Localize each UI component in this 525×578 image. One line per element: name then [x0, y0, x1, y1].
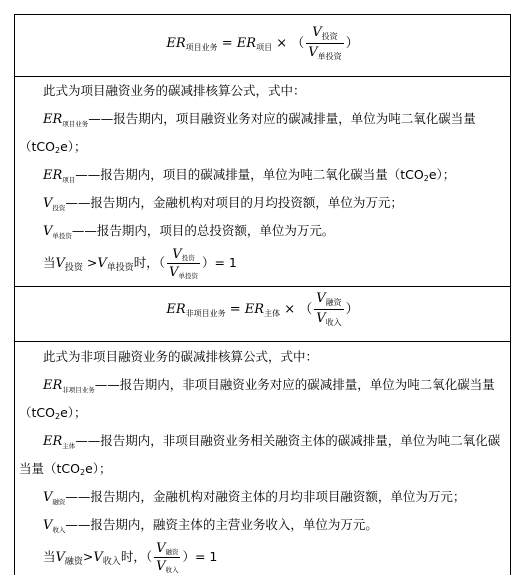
cond-text: 当: [43, 549, 56, 564]
def-text: ——报告期内，项目的总投资额，单位为万元。: [71, 223, 335, 238]
definition-line: [43, 165, 455, 184]
cond-var: V: [93, 550, 103, 565]
cond-subscript: 单投资: [178, 272, 198, 280]
def-text: ——报告期内，项目的碳减排量，单位为吨二氧化碳当量（tCO: [75, 167, 424, 182]
definition-line-cont: [19, 137, 87, 155]
def-text: ——报告期内，非项目融资业务相关融资主体的碳减排量，单位为吨二氧化碳: [75, 433, 501, 448]
def-subscript: 项目: [62, 176, 76, 184]
def-subscript: 项目业务: [62, 120, 89, 128]
def-text: ——报告期内，融资主体的主营业务收入，单位为万元。: [65, 517, 378, 532]
formula-fraction: [306, 25, 343, 62]
def-var: V: [43, 224, 53, 239]
def-subscript: 收入: [52, 526, 66, 534]
def-var: V: [43, 196, 53, 211]
cond-text: 时，（: [120, 549, 153, 564]
formula-operator: =: [217, 36, 237, 51]
section-intro: 此式为非项目融资业务的碳减排核算公式，式中：: [43, 349, 319, 364]
formula-subscript: 融资: [325, 298, 342, 307]
cond-fraction: [167, 247, 200, 280]
def-text: 当量（tCO: [19, 461, 80, 476]
cond-var: V: [156, 541, 166, 556]
formula-var: ER: [166, 36, 186, 51]
cond-text: 当: [43, 255, 56, 270]
formula-subscript: 投资: [321, 32, 338, 41]
formula-var: ER: [236, 36, 257, 51]
cond-var: V: [156, 559, 166, 574]
formula-var: ER: [244, 302, 265, 317]
formula-operator: ）: [345, 302, 359, 317]
def-var: ER: [43, 434, 63, 449]
condition-line: [43, 247, 237, 280]
definition-line: [43, 487, 465, 506]
formula-table: [14, 14, 511, 575]
def-var: V: [43, 518, 53, 533]
formula-operator: ）: [345, 36, 359, 51]
def-subscript: 单投资: [52, 232, 72, 240]
formula-subscript: 单投资: [317, 52, 342, 61]
cond-var: V: [97, 256, 107, 271]
def-text: ——报告期内，金融机构对融资主体的月均非项目融资额，单位为万元；: [65, 489, 466, 504]
formula-subscript: 主体: [264, 309, 281, 318]
cond-var: V: [172, 247, 182, 262]
definition-line: [43, 109, 476, 128]
cond-var: V: [55, 256, 65, 271]
formula-operator: × （: [272, 36, 305, 51]
cond-fraction: [154, 541, 180, 574]
def-text: e）；: [60, 405, 87, 420]
cond-text: ）= 1: [201, 255, 237, 270]
def-subscript: 2: [423, 174, 429, 183]
formula-subscript: 项目业务: [185, 43, 218, 52]
cond-text: 时，（: [133, 255, 166, 270]
definition-line: [43, 515, 378, 534]
def-subscript: 主体: [62, 442, 76, 450]
cond-operator: >: [82, 549, 94, 564]
def-subscript: 2: [54, 412, 61, 421]
def-var: ER: [43, 168, 63, 183]
def-var: V: [43, 490, 53, 505]
definition-line-cont: [19, 459, 112, 477]
cond-subscript: 融资: [165, 548, 179, 556]
cond-subscript: 投资: [64, 263, 83, 273]
def-var: ER: [43, 378, 63, 393]
def-subscript: 融资: [52, 498, 66, 506]
cond-operator: >: [82, 255, 98, 270]
formula-project-business: [15, 25, 510, 62]
formula-fraction: [314, 291, 343, 328]
cond-subscript: 收入: [102, 557, 121, 567]
table-divider: [15, 286, 510, 287]
def-text: ——报告期内，项目融资业务对应的碳减排量，单位为吨二氧化碳当量: [88, 111, 476, 126]
condition-line: [43, 541, 217, 574]
section-intro: 此式为项目融资业务的碳减排核算公式，式中：: [43, 83, 306, 98]
cond-text: ）= 1: [182, 549, 218, 564]
def-text: e）；: [85, 461, 112, 476]
def-var: ER: [43, 112, 63, 127]
cond-subscript: 收入: [165, 566, 179, 574]
definition-line: [43, 375, 495, 394]
cond-subscript: 单投资: [106, 263, 134, 273]
def-subscript: 2: [79, 468, 86, 477]
definition-line-cont: [19, 403, 87, 421]
formula-var: V: [316, 311, 326, 326]
def-text: （tCO: [19, 405, 55, 420]
formula-subscript: 非项目业务: [185, 309, 226, 318]
definition-line: [43, 193, 403, 212]
table-divider: [15, 76, 510, 77]
formula-var: V: [308, 45, 318, 60]
cond-subscript: 融资: [64, 557, 83, 567]
def-text: （tCO: [19, 139, 55, 154]
formula-subscript: 收入: [325, 318, 342, 327]
def-text: e）；: [60, 139, 87, 154]
formula-operator: × （: [280, 302, 313, 317]
formula-operator: =: [225, 302, 245, 317]
definition-line: [43, 431, 500, 450]
formula-subscript: 项目: [256, 43, 273, 52]
formula-var: V: [316, 291, 326, 306]
formula-var: ER: [166, 302, 186, 317]
definition-line: [43, 221, 334, 240]
cond-subscript: 投资: [181, 254, 195, 262]
def-text: ——报告期内，非项目融资业务对应的碳减排量，单位为吨二氧化碳当量: [94, 377, 495, 392]
formula-non-project-business: [15, 291, 510, 328]
cond-var: V: [169, 265, 179, 280]
formula-var: V: [312, 25, 322, 40]
def-subscript: 非项目业务: [62, 386, 95, 394]
def-text: ——报告期内，金融机构对项目的月均投资额，单位为万元；: [65, 195, 403, 210]
table-divider: [15, 341, 510, 342]
cond-var: V: [55, 550, 65, 565]
def-subscript: 投资: [52, 204, 66, 212]
def-subscript: 2: [54, 146, 61, 155]
def-text: e）；: [428, 167, 456, 182]
